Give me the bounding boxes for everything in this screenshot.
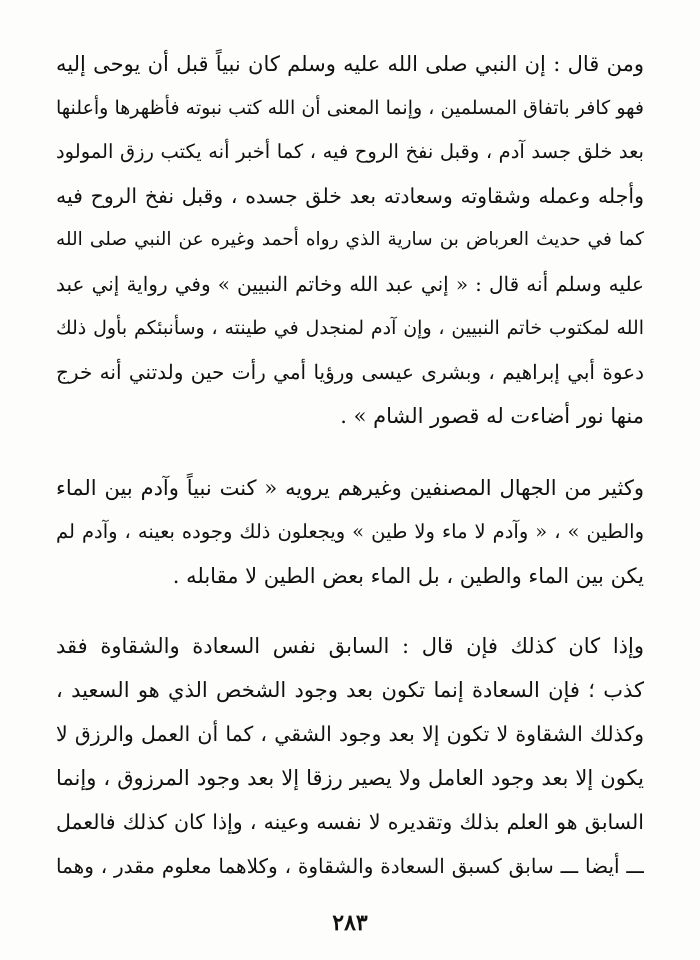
text-line: يكون إلا بعد وجود العامل ولا يصير رزقا إلا بعد وجود المرزوق ، وإنما xyxy=(56,766,644,790)
text-line: السابق هو العلم بذلك وتقديره لا نفسه وعينه ، وإذا كان كذلك فالعمل xyxy=(56,810,644,834)
text-line: منها نور أضاءت له قصور الشام » . xyxy=(340,404,644,428)
text-line: كما في حديث العرباض بن سارية الذي رواه أحمد وغيره عن النبي صلى الله xyxy=(56,229,644,250)
paragraph-1 xyxy=(56,42,644,438)
text-line: كذب ؛ فإن السعادة إنما تكون بعد وجود الشخص الذي هو السعيد ، xyxy=(56,678,644,702)
text-line: والطين » ، « وآدم لا ماء ولا طين » ويجعلون ذلك وجوده بعينه ، وآدم لم xyxy=(56,520,644,543)
page-number: ٢٨٣ xyxy=(332,910,368,936)
paragraph-3 xyxy=(56,624,644,888)
text-line: وكثير من الجهال المصنفين وغيرهم يرويه « كنت نبياً وآدم بين الماء xyxy=(56,476,644,500)
text-line: وأجله وعمله وشقاوته وسعادته بعد خلق جسده ، وقبل نفخ الروح فيه xyxy=(56,184,644,208)
text-line: بعد خلق جسد آدم ، وقبل نفخ الروح فيه ، كما أخبر أنه يكتب رزق المولود xyxy=(56,140,644,163)
text-line: الله لمكتوب خاتم النبيين ، وإن آدم لمنجدل في طينته ، وسأنبئكم بأول ذلك xyxy=(56,317,644,339)
text-line: ـــ أيضا ـــ سابق كسبق السعادة والشقاوة ، وكلاهما معلوم مقدر ، وهما xyxy=(56,854,644,878)
paragraph-2 xyxy=(56,466,644,598)
text-line: دعوة أبي إبراهيم ، وبشرى عيسى ورؤيا أمي رأت حين ولدتني أنه خرج xyxy=(56,360,644,384)
text-line: وكذلك الشقاوة لا تكون إلا بعد وجود الشقي ، كما أن العمل والرزق لا xyxy=(56,722,644,746)
text-line: يكن بين الماء والطين ، بل الماء بعض الطين لا مقابله . xyxy=(172,564,644,588)
text-line: وإذا كان كذلك فإن قال : السابق نفس السعادة والشقاوة فقد xyxy=(56,634,644,658)
text-line: ومن قال : إن النبي صلى الله عليه وسلم كان نبياً قبل أن يوحى إليه xyxy=(56,52,644,76)
text-line: عليه وسلم أنه قال : « إني عبد الله وخاتم النبيين » وفي رواية إني عبد xyxy=(56,272,644,296)
text-line: فهو كافر باتفاق المسلمين ، وإنما المعنى أن الله كتب نبوته فأظهرها وأعلنها xyxy=(56,97,644,119)
